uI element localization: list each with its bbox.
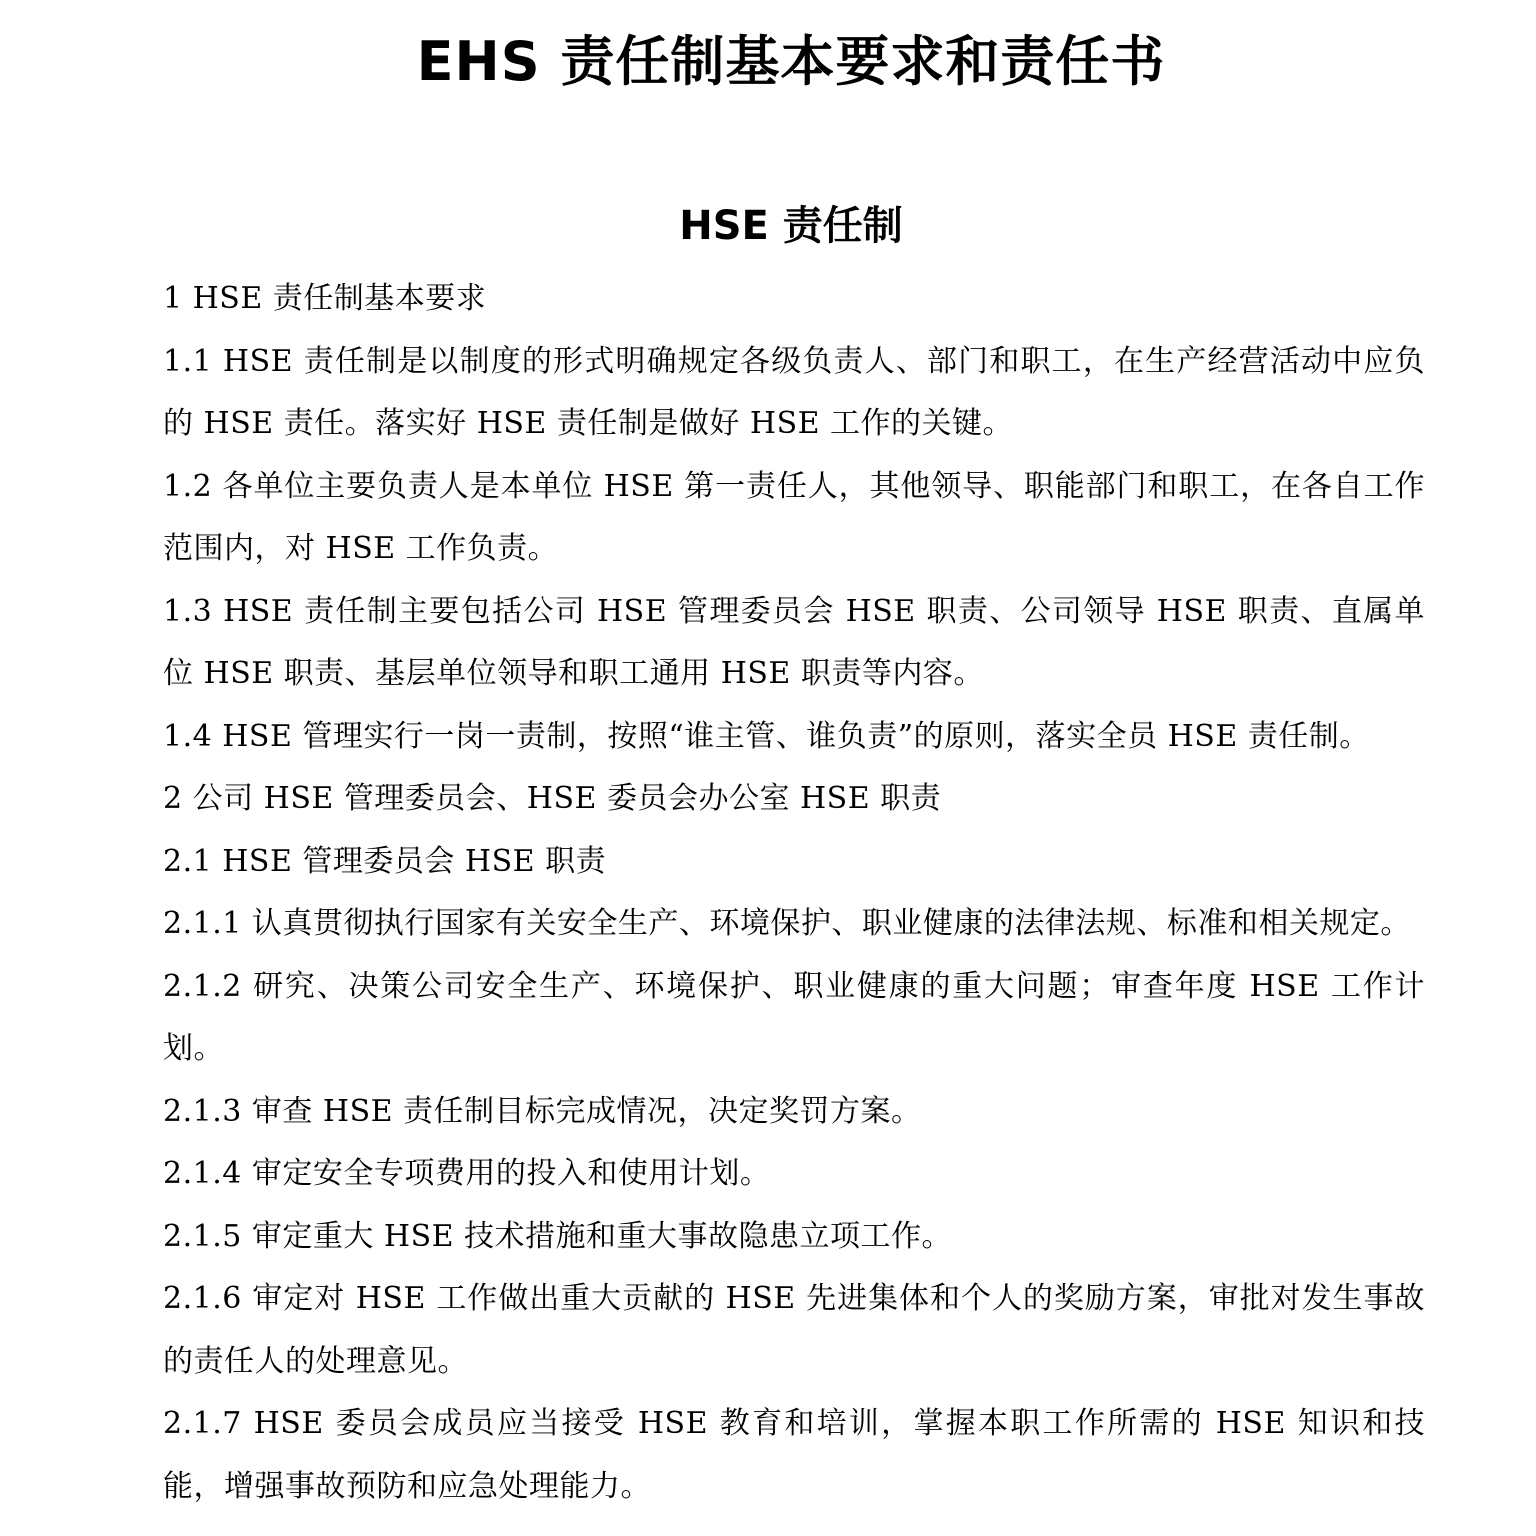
paragraph-2-1-6: 2.1.6 审定对 HSE 工作做出重大贡献的 HSE 先进集体和个人的奖励方案，审批对发生事故的责任人的处理意见。 [163,1281,1425,1379]
paragraph-2: 2 公司 HSE 管理委员会、HSE 委员会办公室 HSE 职责 [163,781,942,816]
paragraph-1-2: 1.2 各单位主要负责人是本单位 HSE 第一责任人，其他领导、职能部门和职工，在各自工作范围内，对 HSE 工作负责。 [163,468,1425,566]
document-body [163,268,1425,1518]
paragraph-2-1-7: 2.1.7 HSE 委员会成员应当接受 HSE 教育和培训，掌握本职工作所需的 HSE 知识和技能，增强事故预防和应急处理能力。 [163,1406,1425,1504]
paragraph-2-1-5: 2.1.5 审定重大 HSE 技术措施和重大事故隐患立项工作。 [163,1218,953,1254]
document-title: EHS 责任制基本要求和责任书 [416,30,1166,93]
paragraph-1: 1 HSE 责任制基本要求 [163,281,487,316]
paragraph-2-1-2: 2.1.2 研究、决策公司安全生产、环境保护、职业健康的重大问题；审查年度 HSE 工作计划。 [163,968,1425,1066]
paragraph-2-1-3: 2.1.3 审查 HSE 责任制目标完成情况，决定奖罚方案。 [163,1093,922,1129]
section-title: HSE 责任制 [679,203,903,249]
paragraph-2-1-1: 2.1.1 认真贯彻执行国家有关安全生产、环境保护、职业健康的法律法规、标准和相关规定。 [163,906,1411,941]
paragraph-2-1: 2.1 HSE 管理委员会 HSE 职责 [163,843,607,879]
paragraph-2-1-4: 2.1.4 审定安全专项费用的投入和使用计划。 [163,1156,771,1191]
paragraph-1-1: 1.1 HSE 责任制是以制度的形式明确规定各级负责人、部门和职工，在生产经营活动中应负的 HSE 责任。落实好 HSE 责任制是做好 HSE 工作的关键。 [163,343,1425,441]
paragraph-1-3: 1.3 HSE 责任制主要包括公司 HSE 管理委员会 HSE 职责、公司领导 HSE 职责、直属单位 HSE 职责、基层单位领导和职工通用 HSE 职责等内容。 [163,593,1425,691]
paragraph-1-4: 1.4 HSE 管理实行一岗一责制，按照“谁主管、谁负责”的原则，落实全员 HSE 责任制。 [163,718,1370,754]
